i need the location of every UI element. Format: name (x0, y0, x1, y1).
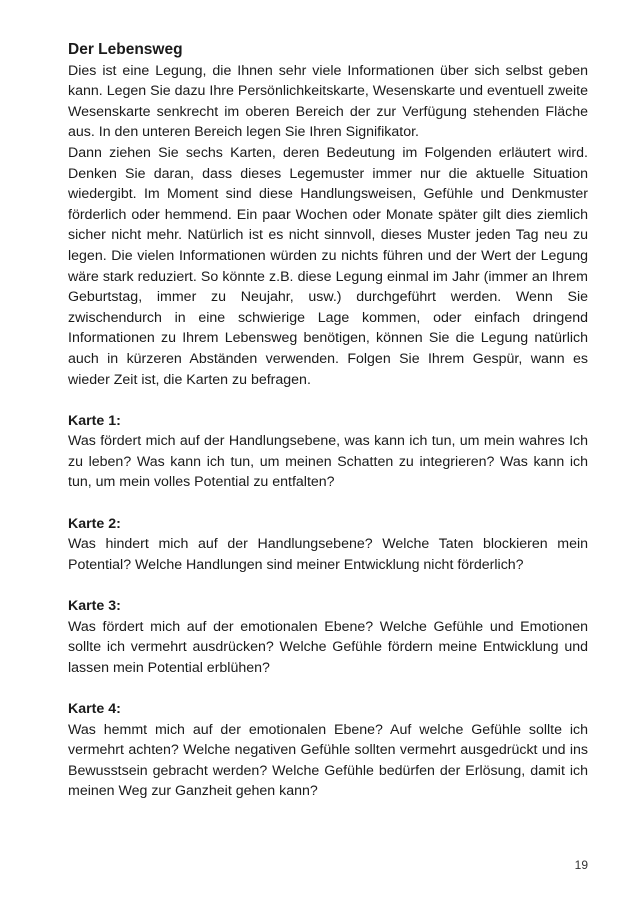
card-section-4 (68, 699, 588, 802)
card-text: Was fördert mich auf der Handlungsebene, was kann ich tun, um mein wahres Ich zu leben? Was kann ich tun, um meinen Schatten zu integrieren? Was kann ich tun, um mein volles Potential zu entfalten? (68, 433, 588, 491)
page-title: Der Lebensweg (68, 41, 183, 58)
intro-paragraph-1: Dies ist eine Legung, die Ihnen sehr viele Informationen über sich selbst geben kann. Legen Sie dazu Ihre Persönlichkeitskarte, Wesenskarte und eventuell zweite Wesenskarte senkrecht im oberen Bereich der zur Verfügung stehenden Fläche aus. In den unteren Bereich legen Sie Ihren Signifikator. (68, 62, 588, 141)
page-number: 19 (574, 858, 588, 872)
intro-paragraph-2: Dann ziehen Sie sechs Karten, deren Bedeutung im Folgenden erläutert wird. Denken Sie daran, dass dieses Legemuster immer nur die aktuelle Situation wiedergibt. Im Moment sind diese Handlungsweisen, Gefühle und Denkmuster förderlich oder hemmend. Ein paar Wochen oder Monate später gilt dies ziemlich sicher nicht mehr. Natürlich ist es nicht sinnvoll, dieses Muster jeden Tag neu zu legen. Die vielen Informationen würden zu nichts führen und der Wert der Legung wäre stark reduziert. So könnte z.B. diese Legung einmal im Jahr (immer an Ihrem Geburtstag, immer zu Neujahr, usw.) durchgeführt werden. Wenn Sie zwischendurch in eine schwierige Lage kommen, oder einfach dringend Informationen zu Ihrem Lebensweg benötigen, können Sie die Legung natürlich auch in kürzeren Abständen verwenden. Folgen Sie Ihrem Gespür, wann es wieder Zeit ist, die Karten zu befragen. (68, 144, 588, 388)
card-heading: Karte 2: (68, 515, 121, 532)
card-section-2 (68, 514, 588, 576)
card-heading: Karte 4: (68, 701, 121, 717)
card-heading: Karte 1: (68, 412, 121, 429)
card-section-3 (68, 596, 588, 678)
card-text: Was fördert mich auf der emotionalen Ebene? Welche Gefühle und Emotionen sollte ich vermehrt ausdrücken? Welche Gefühle fördern meine Entwicklung und lassen mein Potential erblühen? (68, 618, 588, 676)
card-text: Was hindert mich auf der Handlungsebene? Welche Taten blockieren mein Potential? Welche Handlungen sind meiner Entwicklung nicht förderlich? (68, 536, 588, 573)
card-text: Was hemmt mich auf der emotionalen Ebene? Auf welche Gefühle sollte ich vermehrt achten? Welche negativen Gefühle sollten vermehrt ausgedrückt und ins Bewusstsein gebracht werden? Welche Gefühle bedürfen der Erlösung, damit ich meinen Weg zur Ganzheit gehen kann? (68, 721, 588, 800)
card-heading: Karte 3: (68, 598, 121, 615)
page-body (68, 40, 588, 802)
card-section-1 (68, 411, 588, 493)
